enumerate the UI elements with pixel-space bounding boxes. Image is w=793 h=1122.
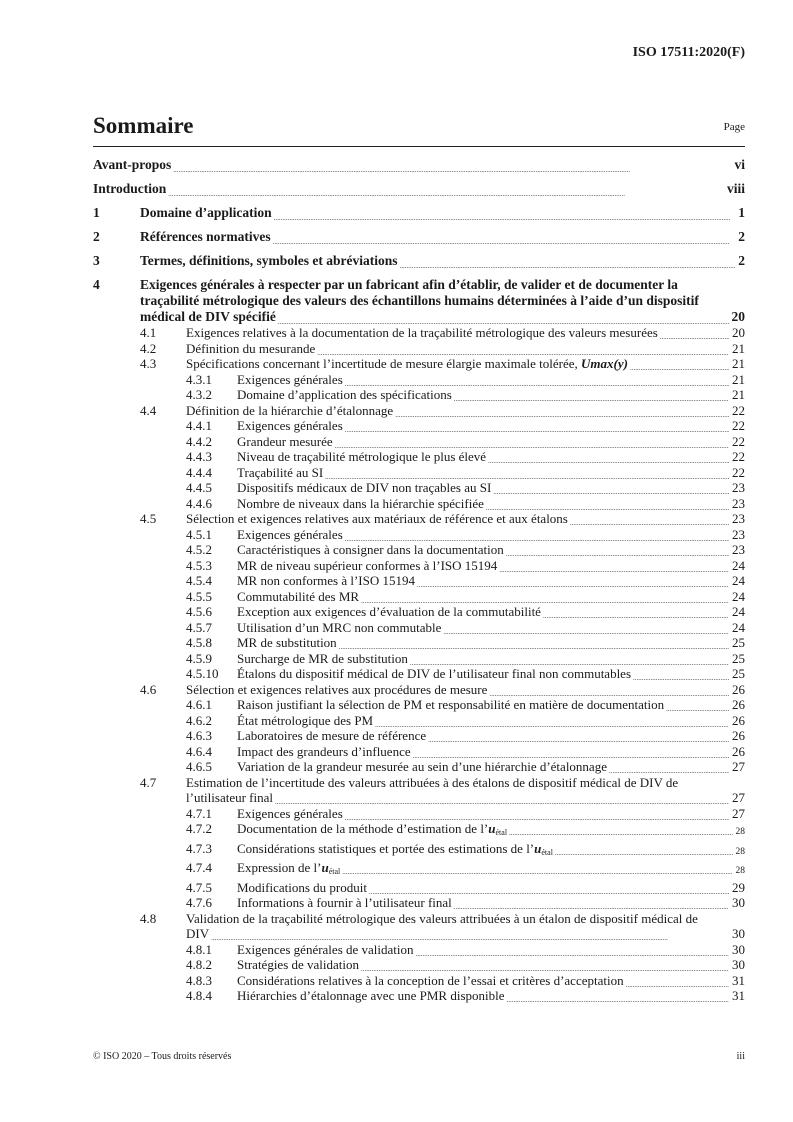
toc-entry-number: 4.3.1 — [186, 371, 212, 387]
toc-entry-number: 1 — [93, 205, 100, 220]
toc-entry[interactable] — [93, 988, 745, 1004]
toc-entry-page: 31 — [729, 988, 745, 1004]
toc-entry[interactable] — [93, 806, 745, 822]
toc-entry-title — [237, 604, 745, 620]
toc-entry-text: Caractéristiques à consigner dans la documentation — [237, 542, 504, 557]
toc-entry[interactable] — [93, 666, 745, 682]
toc-entry-page: 23 — [729, 496, 745, 512]
toc-entry-number: 4.3 — [140, 356, 157, 371]
toc-entry-title — [237, 434, 745, 450]
toc-entry-text: Surcharge de MR de substitution — [237, 650, 408, 666]
toc-entry-title — [237, 465, 745, 481]
toc-entry-page: 23 — [729, 511, 745, 527]
toc-entry-title — [237, 988, 745, 1004]
toc-entry[interactable] — [93, 880, 745, 896]
toc-entry-title — [237, 372, 745, 388]
toc-entry-number: 4.3.2 — [186, 387, 212, 402]
toc-entry-page: 24 — [729, 604, 745, 620]
toc-entry-title — [140, 229, 745, 245]
toc-entry-title — [186, 403, 745, 419]
toc-entry-number: 4.7 — [140, 774, 157, 790]
toc-entry-page: 22 — [729, 434, 745, 450]
toc-entry-number: 4.8.2 — [186, 957, 212, 972]
toc-entry-text: Exception aux exigences d’évaluation de la commutabilité — [237, 604, 541, 619]
toc-entry-number: 4.4.3 — [186, 449, 212, 464]
toc-entry-title — [237, 860, 745, 880]
toc-entry-page: 22 — [729, 403, 745, 419]
toc-entry-title — [186, 325, 745, 341]
toc-entry-title — [237, 449, 745, 465]
toc-entry-page: 21 — [729, 372, 745, 388]
toc-entry[interactable] — [93, 821, 745, 841]
toc-entry[interactable] — [93, 860, 745, 880]
toc-entry-text: Utilisation d’un MRC non commutable — [237, 619, 442, 635]
toc-entry-title — [237, 957, 745, 973]
toc-entry[interactable] — [93, 713, 745, 729]
math-subscript: étal — [541, 847, 553, 857]
toc-entry-page: 2 — [735, 253, 745, 269]
toc-entry-text: MR de substitution — [237, 635, 337, 650]
toc-entry-page: 22 — [729, 465, 745, 481]
toc-entry-number: 4.1 — [140, 325, 157, 340]
toc-entry-title — [237, 635, 745, 651]
toc-entry[interactable] — [93, 728, 745, 744]
toc-entry-page: 28 — [733, 845, 746, 861]
toc-entry-page: 2 — [735, 229, 745, 245]
toc-entry-title — [237, 821, 745, 841]
toc-entry-page: 30 — [729, 957, 745, 973]
toc-entry-number: 4.5.4 — [186, 573, 212, 588]
toc-entry-text: Estimation de l’incertitude des valeurs attribuées à des étalons de dispositif médical de DIV de l’utilisateur final — [186, 774, 679, 805]
toc-entry-text: Exigences générales — [237, 526, 343, 542]
toc-entry-text: Variation de la grandeur mesurée au sein d’une hiérarchie d’étalonnage — [237, 759, 607, 774]
toc-entry[interactable] — [93, 635, 745, 651]
toc-entry-number: 4.6.4 — [186, 743, 212, 759]
toc-entry[interactable] — [93, 480, 745, 496]
toc-entry-number: 4.8 — [140, 910, 157, 926]
math-symbol: u — [488, 821, 496, 836]
toc-entry[interactable] — [93, 205, 745, 221]
toc-entry-text: Domaine d’application — [140, 205, 272, 220]
toc-entry[interactable] — [93, 387, 745, 403]
toc-entry-text: Raison justifiant la sélection de PM et responsabilité en matière de documentation — [237, 697, 665, 712]
page-column-label: Page — [723, 121, 745, 133]
toc-entry-page: 23 — [729, 527, 745, 543]
toc-entry[interactable] — [93, 511, 745, 527]
toc-entry-page: 30 — [729, 926, 745, 942]
toc-entry-text: Exigences générales à respecter par un fabricant afin d’établir, de valider et de documenter la traçabilité métrologique des valeurs des échantillons humains déterminées à l’aide d’un dispositif médical de DIV spécifié — [140, 277, 699, 324]
toc-entry-text: Exigences générales — [237, 418, 343, 433]
toc-entry-text: Introduction — [93, 181, 167, 196]
toc-entry-page: 22 — [729, 418, 745, 434]
toc-entry[interactable] — [93, 697, 745, 713]
toc-entry-text: MR non conformes à l’ISO 15194 — [237, 573, 416, 588]
toc-entry-number: 4.7.3 — [186, 840, 212, 856]
toc-entry-number: 4.5.6 — [186, 604, 212, 619]
toc-entry[interactable] — [93, 434, 745, 450]
toc-entry-number: 4.4.6 — [186, 495, 212, 511]
toc-entry-number: 4.4.4 — [186, 464, 212, 480]
toc-entry-text: Commutabilité des MR — [237, 588, 360, 604]
toc-entry-page: 21 — [729, 387, 745, 403]
toc-entry-number: 4.5.3 — [186, 557, 212, 573]
toc-entry-number: 4.4 — [140, 402, 157, 418]
toc-entry-number: 4.5.8 — [186, 635, 212, 650]
toc-entry-number: 4.8.4 — [186, 988, 212, 1003]
toc-entry-text: Informations à fournir à l’utilisateur final — [237, 895, 452, 910]
toc-entry-text: Documentation de la méthode d’estimation de l’ — [237, 821, 489, 836]
toc-entry[interactable] — [93, 418, 745, 434]
toc-entry-title — [237, 728, 745, 744]
toc-entry-number: 4.4.2 — [186, 433, 212, 449]
toc-entry-text: Domaine d’application des spécifications — [237, 387, 452, 402]
toc-entry-text: Exigences générales — [237, 371, 343, 387]
toc-entry[interactable] — [93, 558, 745, 574]
toc-entry-text: Impact des grandeurs d’influence — [237, 743, 411, 759]
toc-entry-title — [237, 573, 745, 589]
toc-entry-title — [237, 527, 745, 543]
toc-entry-text: Références normatives — [140, 229, 271, 244]
toc-entry[interactable] — [93, 542, 745, 558]
toc-entry-title — [237, 880, 745, 896]
toc-entry-page: 25 — [729, 651, 745, 667]
toc-entry-page: 20 — [729, 325, 745, 341]
toc-entry-number: 4.6.2 — [186, 712, 212, 728]
toc-entry[interactable] — [93, 573, 745, 589]
toc-entry-number: 4.4.1 — [186, 418, 212, 433]
toc-entry-text: Dispositifs médicaux de DIV non traçables au SI — [237, 480, 492, 495]
toc-entry-title — [237, 841, 745, 861]
toc-entry-page: 30 — [729, 895, 745, 911]
toc-entry-page: 24 — [729, 620, 745, 636]
toc-entry-title — [237, 620, 745, 636]
toc-entry-page: 26 — [729, 713, 745, 729]
toc-entry[interactable] — [93, 496, 745, 512]
toc-entry-page: 27 — [729, 759, 745, 775]
toc-entry-title — [237, 666, 745, 682]
toc-entry-title — [237, 713, 745, 729]
math-symbol: Umax(y) — [581, 356, 628, 371]
toc-entry-text: Exigences générales de validation — [237, 941, 414, 957]
toc-entry-page: 24 — [729, 558, 745, 574]
toc-entry-number: 4.8.3 — [186, 972, 212, 988]
toc-entry-page: 28 — [733, 864, 746, 880]
toc-entry-page: 1 — [735, 205, 745, 221]
toc-entry-number: 4.2 — [140, 340, 157, 356]
toc-entry-text: Exigences générales — [237, 805, 343, 821]
toc-entry-number: 4.5.2 — [186, 542, 212, 557]
toc-entry-number: 4.7.5 — [186, 879, 212, 895]
toc-entry-page: 23 — [729, 480, 745, 496]
toc-entry[interactable] — [93, 973, 745, 989]
toc-entry[interactable] — [93, 957, 745, 973]
toc-entry-text: Considérations statistiques et portée des estimations de l’ — [237, 840, 535, 856]
toc-entry[interactable] — [93, 253, 745, 269]
toc-entry-page: 21 — [729, 356, 745, 372]
toc-entry-number: 3 — [93, 253, 100, 268]
toc-entry-text: Sélection et exigences relatives aux procédures de mesure — [186, 681, 488, 697]
table-of-contents — [93, 157, 745, 1004]
toc-entry-number: 4.5 — [140, 511, 157, 526]
toc-entry[interactable] — [93, 325, 745, 341]
toc-entry-title — [140, 205, 745, 221]
footer-page-number: iii — [736, 1051, 745, 1062]
toc-entry-number: 4.5.5 — [186, 588, 212, 604]
toc-entry-number: 4.7.6 — [186, 895, 212, 910]
toc-entry-title — [140, 277, 745, 325]
toc-entry-number: 4.5.10 — [186, 666, 219, 681]
toc-entry[interactable] — [93, 527, 745, 543]
toc-entry-title — [186, 511, 745, 527]
document-id: ISO 17511:2020(F) — [632, 45, 745, 60]
toc-entry-text: Termes, définitions, symboles et abréviations — [140, 253, 398, 268]
toc-entry-text: Sélection et exigences relatives aux matériaux de référence et aux étalons — [186, 511, 568, 526]
toc-entry[interactable] — [93, 911, 745, 942]
toc-entry-title — [237, 973, 745, 989]
toc-entry-title — [237, 942, 745, 958]
toc-entry[interactable] — [93, 449, 745, 465]
toc-entry-text: Niveau de traçabilité métrologique le plus élevé — [237, 449, 487, 464]
toc-entry-text: Expression de l’ — [237, 860, 322, 875]
toc-entry-title — [237, 589, 745, 605]
toc-entry-title — [186, 341, 745, 357]
toc-entry-title — [186, 775, 745, 806]
toc-entry-page: 28 — [733, 825, 746, 841]
toc-entry-page: 26 — [729, 682, 745, 698]
toc-entry-page: 26 — [729, 728, 745, 744]
toc-entry-text: Stratégies de validation — [237, 957, 360, 972]
toc-entry-title — [237, 542, 745, 558]
toc-entry-title — [93, 181, 745, 197]
toc-entry[interactable] — [93, 589, 745, 605]
toc-entry-text: Validation de la traçabilité métrologique des valeurs attribuées à un étalon de dispositif médical de DIV — [186, 910, 698, 941]
toc-entry[interactable] — [93, 372, 745, 388]
toc-entry[interactable] — [93, 895, 745, 911]
footer-copyright: © ISO 2020 – Tous droits réservés — [93, 1051, 232, 1062]
toc-entry-page: 25 — [729, 666, 745, 682]
toc-entry-page: 22 — [729, 449, 745, 465]
toc-entry[interactable] — [93, 181, 745, 197]
toc-entry-text: Considérations relatives à la conception de l’essai et critères d’acceptation — [237, 972, 624, 988]
toc-entry-page: viii — [724, 181, 745, 197]
toc-entry-page: 30 — [729, 942, 745, 958]
toc-entry-page: 27 — [729, 806, 745, 822]
toc-entry-text: Hiérarchies d’étalonnage avec une PMR disponible — [237, 988, 505, 1003]
toc-entry-number: 4.5.1 — [186, 526, 212, 542]
toc-entry-text: État métrologique des PM — [237, 712, 374, 728]
toc-entry-text: Avant-propos — [93, 157, 172, 172]
toc-entry-title — [237, 496, 745, 512]
toc-entry-number: 4.5.7 — [186, 619, 212, 635]
math-subscript: étal — [328, 867, 341, 876]
toc-entry-page: 25 — [729, 635, 745, 651]
toc-entry[interactable] — [93, 620, 745, 636]
toc-entry-title — [237, 480, 745, 496]
toc-entry-page: 26 — [729, 744, 745, 760]
toc-entry[interactable] — [93, 277, 745, 325]
toc-entry-text: Nombre de niveaux dans la hiérarchie spécifiée — [237, 495, 484, 511]
toc-entry-text: Définition de la hiérarchie d’étalonnage — [186, 402, 394, 418]
toc-entry-text: Définition du mesurande — [186, 340, 316, 356]
toc-entry-page: 20 — [729, 309, 746, 325]
toc-entry[interactable] — [93, 157, 745, 173]
toc-entry-page: 26 — [729, 697, 745, 713]
page-title: Sommaire — [93, 113, 194, 138]
toc-entry[interactable] — [93, 744, 745, 760]
toc-entry-title — [237, 558, 745, 574]
toc-entry-number: 4.7.1 — [186, 805, 212, 821]
toc-entry-number: 4.5.9 — [186, 650, 212, 666]
toc-entry-text: Laboratoires de mesure de référence — [237, 728, 427, 743]
toc-entry-number: 4.6 — [140, 681, 157, 697]
toc-entry-text: Modifications du produit — [237, 879, 367, 895]
toc-entry-title — [237, 651, 745, 667]
toc-entry-number: 2 — [93, 229, 100, 244]
toc-entry[interactable] — [93, 465, 745, 481]
toc-entry-page: 29 — [729, 880, 745, 896]
toc-entry-page: 23 — [729, 542, 745, 558]
toc-entry[interactable] — [93, 604, 745, 620]
toc-entry-title — [186, 682, 745, 698]
toc-entry-page: vi — [731, 157, 745, 173]
toc-entry-number: 4.7.2 — [186, 821, 212, 836]
toc-entry-number: 4.7.4 — [186, 860, 212, 875]
toc-entry[interactable] — [93, 841, 745, 861]
toc-entry-number: 4 — [93, 277, 100, 292]
toc-entry-title — [237, 418, 745, 434]
toc-entry-title — [237, 387, 745, 403]
toc-entry-text: Étalons du dispositif médical de DIV de l’utilisateur final non commutables — [237, 666, 632, 681]
toc-entry-page: 24 — [729, 573, 745, 589]
toc-entry-text: Spécifications concernant l’incertitude de mesure élargie maximale tolérée, — [186, 356, 582, 371]
toc-entry-text: Grandeur mesurée — [237, 433, 333, 449]
toc-entry-title — [140, 253, 745, 269]
math-symbol: u — [321, 860, 329, 875]
toc-entry-text: Exigences relatives à la documentation de la traçabilité métrologique des valeurs mesurées — [186, 325, 658, 340]
toc-entry[interactable] — [93, 759, 745, 775]
divider — [93, 146, 745, 147]
toc-entry-number: 4.8.1 — [186, 941, 212, 957]
toc-entry-text: Traçabilité au SI — [237, 464, 324, 480]
toc-entry-title — [237, 759, 745, 775]
toc-entry-title — [186, 911, 745, 942]
toc-entry-number: 4.4.5 — [186, 480, 212, 495]
toc-entry[interactable] — [93, 356, 745, 372]
toc-entry[interactable] — [93, 651, 745, 667]
toc-entry-title — [237, 744, 745, 760]
toc-entry[interactable] — [93, 775, 745, 806]
toc-entry-page: 24 — [729, 589, 745, 605]
toc-entry-page: 21 — [729, 341, 745, 357]
toc-entry-number: 4.6.5 — [186, 759, 212, 774]
toc-entry[interactable] — [93, 942, 745, 958]
toc-entry-number: 4.6.3 — [186, 728, 212, 743]
toc-entry[interactable] — [93, 341, 745, 357]
math-subscript: étal — [495, 828, 508, 837]
toc-entry[interactable] — [93, 229, 745, 245]
toc-entry[interactable] — [93, 682, 745, 698]
toc-entry-page: 31 — [729, 973, 745, 989]
toc-entry-title — [186, 356, 745, 372]
toc-entry-title — [237, 895, 745, 911]
toc-entry-page: 27 — [729, 790, 745, 806]
toc-entry-title — [93, 157, 745, 173]
toc-entry[interactable] — [93, 403, 745, 419]
toc-entry-number: 4.6.1 — [186, 697, 212, 712]
toc-entry-title — [237, 806, 745, 822]
toc-entry-text: MR de niveau supérieur conformes à l’ISO 15194 — [237, 557, 498, 573]
toc-entry-title — [237, 697, 745, 713]
math-symbol: u — [534, 840, 542, 856]
